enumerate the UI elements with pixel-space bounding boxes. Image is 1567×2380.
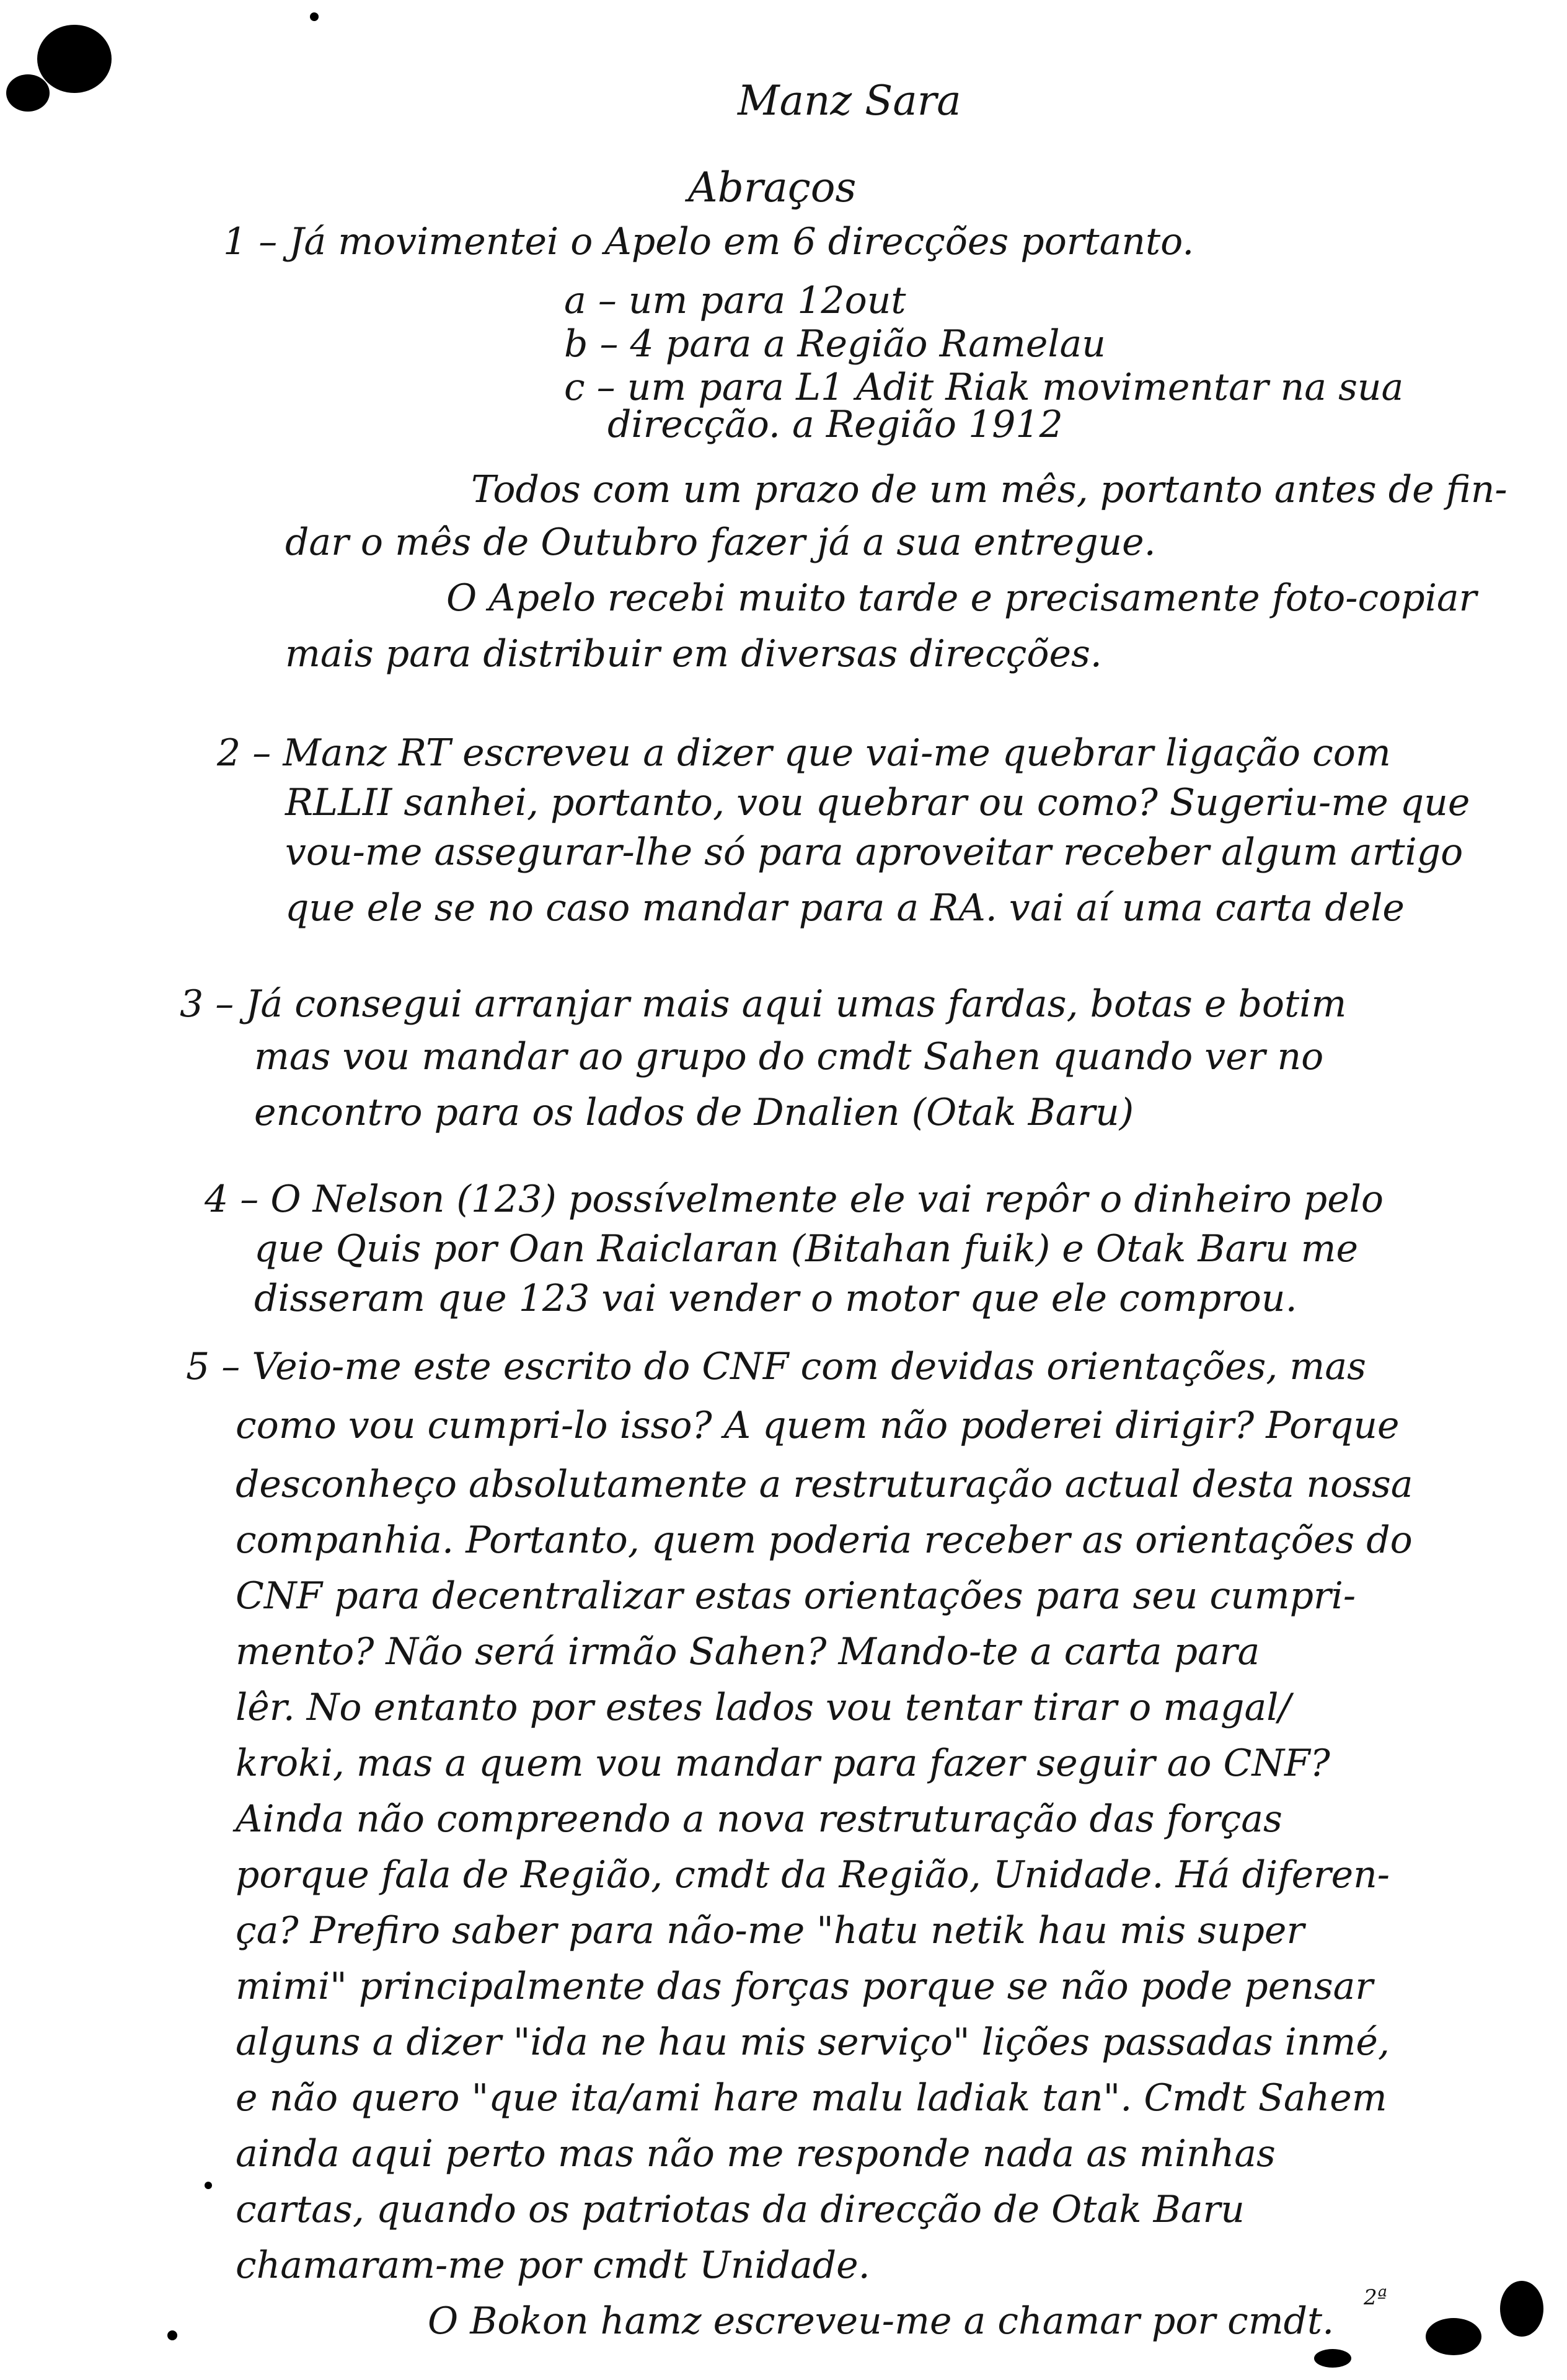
letter-line: mas vou mandar ao grupo do cmdt Sahen quando ver no — [254, 1035, 1324, 1078]
letter-line: lêr. No entanto por estes lados vou tentar tirar o magal/ — [236, 1686, 1291, 1729]
letter-line: ainda aqui perto mas não me responde nada as minhas — [236, 2132, 1276, 2175]
letter-line: vou-me assegurar-lhe só para aproveitar receber algum artigo — [285, 831, 1463, 874]
letter-line: encontro para os lados de Dnalien (Otak Baru) — [254, 1091, 1134, 1134]
letter-line: direcção. a Região 1912 — [607, 403, 1063, 446]
letter-line: 2 – Manz RT escreveu a dizer que vai-me quebrar ligação com — [217, 731, 1391, 775]
letter-line: alguns a dizer "ida ne hau mis serviço" lições passadas inmé, — [236, 2021, 1390, 2064]
letter-line: RLLII sanhei, portanto, vou quebrar ou como? Sugeriu-me que — [285, 781, 1470, 824]
ink-blot — [37, 25, 112, 93]
letter-line: 4 – O Nelson (123) possívelmente ele vai repôr o dinheiro pelo — [205, 1178, 1384, 1221]
letter-line: mento? Não será irmão Sahen? Mando-te a carta para — [236, 1630, 1260, 1673]
letter-line: kroki, mas a quem vou mandar para fazer seguir ao CNF? — [236, 1742, 1330, 1785]
letter-line: cartas, quando os patriotas da direcção de Otak Baru — [236, 2188, 1245, 2231]
letter-line: desconheço absolutamente a restruturação actual desta nossa — [236, 1463, 1413, 1506]
letter-line: b – 4 para a Região Ramelau — [564, 322, 1106, 366]
ink-speck — [310, 12, 319, 21]
letter-line: porque fala de Região, cmdt da Região, Unidade. Há diferen- — [236, 1853, 1390, 1897]
ink-speck — [205, 2182, 212, 2189]
salutation: Manz Sara — [738, 77, 961, 125]
letter-line: ça? Prefiro saber para não-me "hatu netik hau mis super — [236, 1909, 1305, 1952]
letter-line: que Quis por Oan Raiclaran (Bitahan fuik) e Otak Baru me — [254, 1227, 1359, 1271]
letter-line: O Bokon hamz escreveu-me a chamar por cmdt. — [428, 2299, 1335, 2343]
greeting: Abraços — [688, 164, 857, 211]
ink-blot — [6, 74, 50, 112]
letter-line: como vou cumpri-lo isso? A quem não poderei dirigir? Porque — [236, 1404, 1400, 1447]
letter-line: Ainda não compreendo a nova restruturação das forças — [236, 1797, 1282, 1841]
letter-line: Todos com um prazo de um mês, portanto antes de fin- — [471, 468, 1507, 511]
ink-speck — [1426, 2318, 1481, 2355]
letter-line: dar o mês de Outubro fazer já a sua entregue. — [285, 521, 1156, 564]
letter-line: c – um para L1 Adit Riak movimentar na sua — [564, 366, 1404, 409]
letter-line: 3 – Já consegui arranjar mais aqui umas fardas, botas e botim — [180, 982, 1347, 1026]
letter-line: 1 – Já movimentei o Apelo em 6 direcções portanto. — [223, 220, 1194, 263]
letter-line: 5 – Veio-me este escrito do CNF com devidas orientações, mas — [186, 1345, 1366, 1388]
letter-line: mais para distribuir em diversas direcções. — [285, 632, 1102, 676]
letter-line: a – um para 12out — [564, 279, 906, 322]
letter-line: CNF para decentralizar estas orientações para seu cumpri- — [236, 1574, 1356, 1618]
letter-line: companhia. Portanto, quem poderia receber as orientações do — [236, 1518, 1413, 1562]
letter-line: e não quero "que ita/ami hare malu ladiak tan". Cmdt Sahem — [236, 2076, 1387, 2120]
letter-line: mimi" principalmente das forças porque se não pode pensar — [236, 1965, 1374, 2008]
letter-line: O Apelo recebi muito tarde e precisamente foto-copiar — [446, 576, 1477, 620]
letter-line: que ele se no caso mandar para a RA. vai aí uma carta dele — [285, 886, 1405, 930]
ink-speck — [1314, 2349, 1351, 2368]
letter-line: disseram que 123 vai vender o motor que ele comprou. — [254, 1277, 1297, 1320]
ink-speck — [1500, 2281, 1543, 2337]
letter-line: chamaram-me por cmdt Unidade. — [236, 2244, 870, 2287]
page-mark: 2ª — [1364, 2285, 1387, 2310]
ink-speck — [167, 2330, 177, 2340]
